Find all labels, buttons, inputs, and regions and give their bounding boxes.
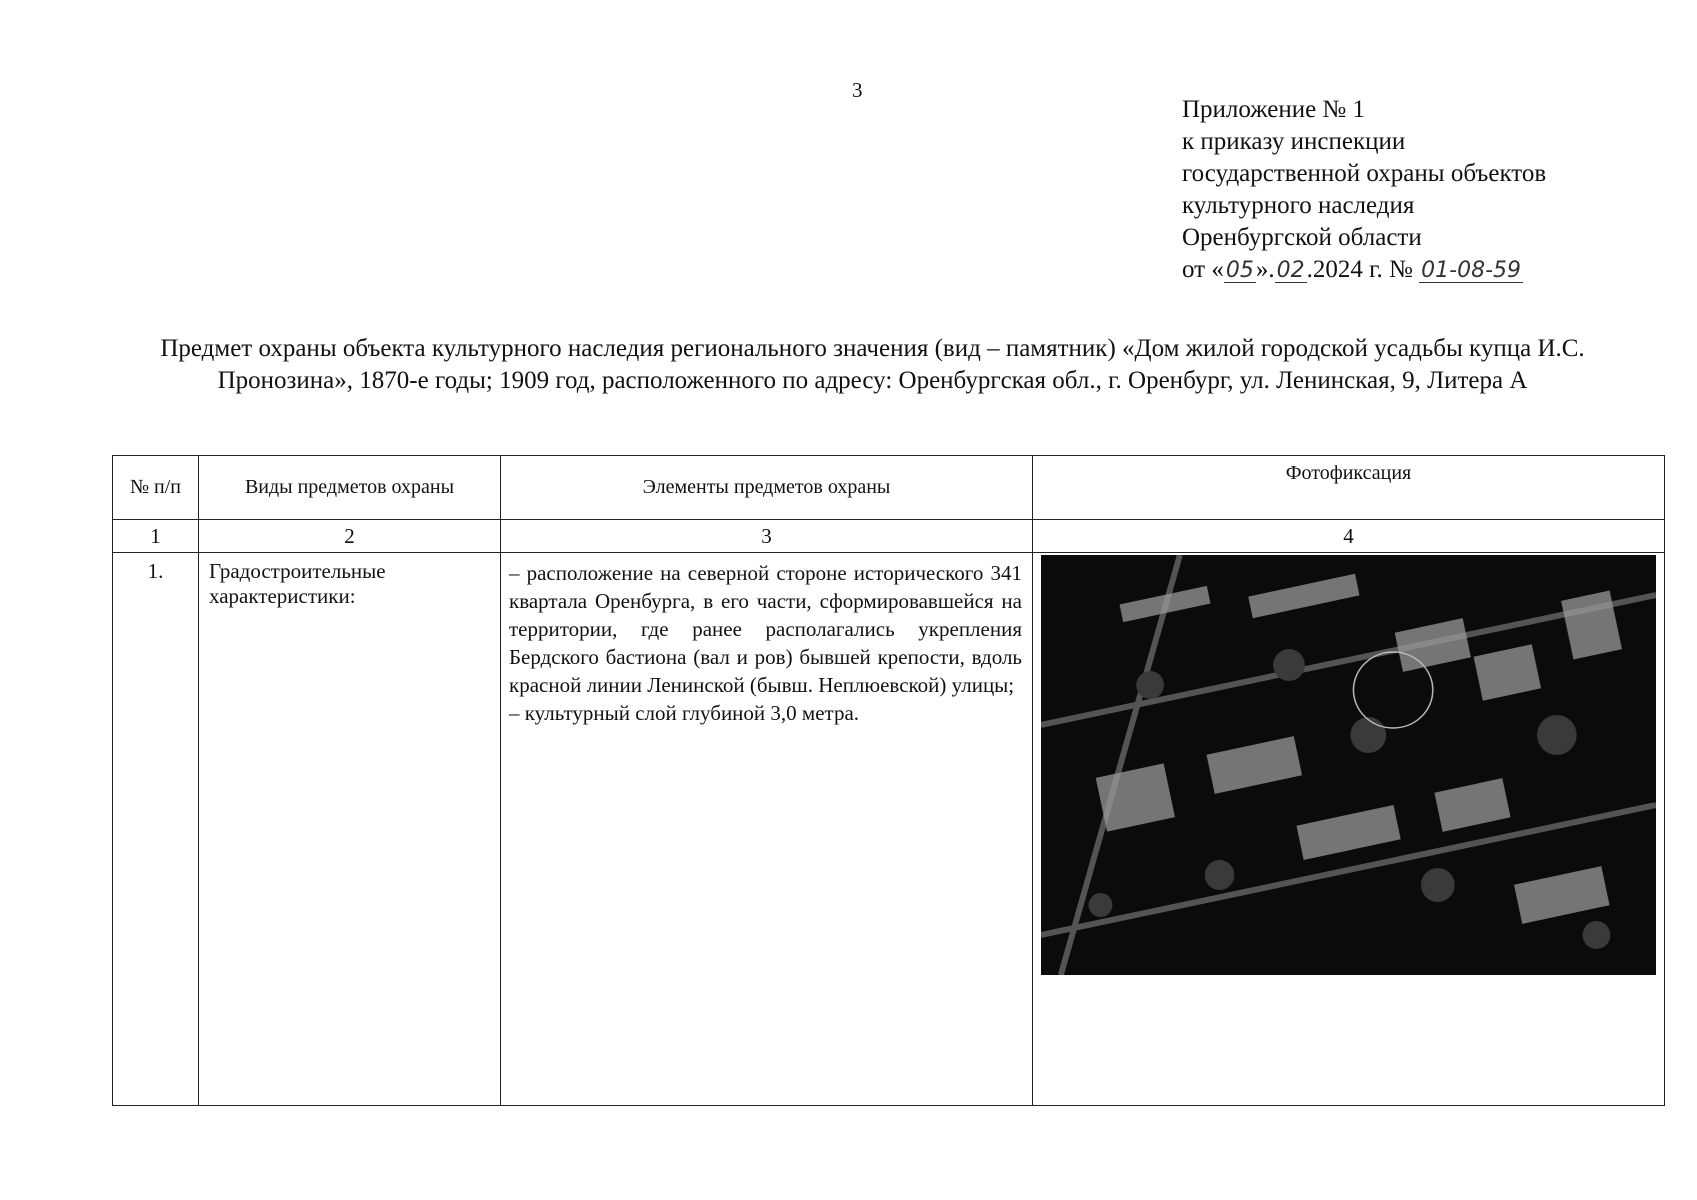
column-number: 3 — [501, 520, 1033, 553]
date-prefix: от « — [1182, 256, 1224, 283]
aerial-photo — [1041, 555, 1656, 975]
row-kind: Градостроительные характеристики: — [199, 553, 501, 1106]
column-number: 2 — [199, 520, 501, 553]
appendix-line: Приложение № 1 — [1182, 96, 1366, 123]
date-separator: ». — [1255, 256, 1275, 283]
appendix-header — [1182, 94, 1546, 286]
table-header-row — [113, 456, 1665, 520]
appendix-line: к приказу инспекции — [1182, 128, 1406, 155]
column-number: 4 — [1033, 520, 1665, 553]
handwritten-order-number: 01-08-59 — [1421, 258, 1522, 283]
table-row — [113, 553, 1665, 1106]
document-title: Предмет охраны объекта культурного наследия регионального значения (вид – памятник) «Дом жилой городской усадьбы купца И.С. Пронозина», 1870-е годы; 1909 год, расположенного по адресу: Оренбургская обл., г. Оренбург, ул. Ленинская, 9, Литера А — [160, 335, 1585, 394]
row-elements — [501, 553, 1033, 1106]
element-item: – культурный слой глубиной 3,0 метра. — [509, 701, 860, 725]
handwritten-day: 05 — [1225, 258, 1254, 283]
element-item: – расположение на северной стороне исторического 341 квартала Оренбурга, в его части, сформировавшейся на территории, где ранее располагались укрепления Бердского бастиона (вал и ров) бывшей крепости, вдоль красной линии Ленинской (бывш. Неплюевской) улицы; — [509, 561, 1022, 697]
date-year: .2024 г. № — [1306, 256, 1413, 283]
column-number: 1 — [113, 520, 199, 553]
column-number-row — [113, 520, 1665, 553]
header-photo: Фотофиксация — [1033, 456, 1665, 520]
handwritten-month: 02 — [1276, 258, 1305, 283]
appendix-date-line — [1182, 254, 1546, 286]
protection-table — [112, 455, 1665, 1106]
row-photo-cell — [1033, 553, 1665, 1106]
appendix-line: Оренбургской области — [1182, 224, 1422, 251]
header-kind: Виды предметов охраны — [199, 456, 501, 520]
header-elements: Элементы предметов охраны — [501, 456, 1033, 520]
header-num: № п/п — [113, 456, 199, 520]
row-number: 1. — [113, 553, 199, 1106]
appendix-line: культурного наследия — [1182, 192, 1415, 219]
appendix-line: государственной охраны объектов — [1182, 160, 1547, 187]
page-number: 3 — [852, 78, 863, 102]
